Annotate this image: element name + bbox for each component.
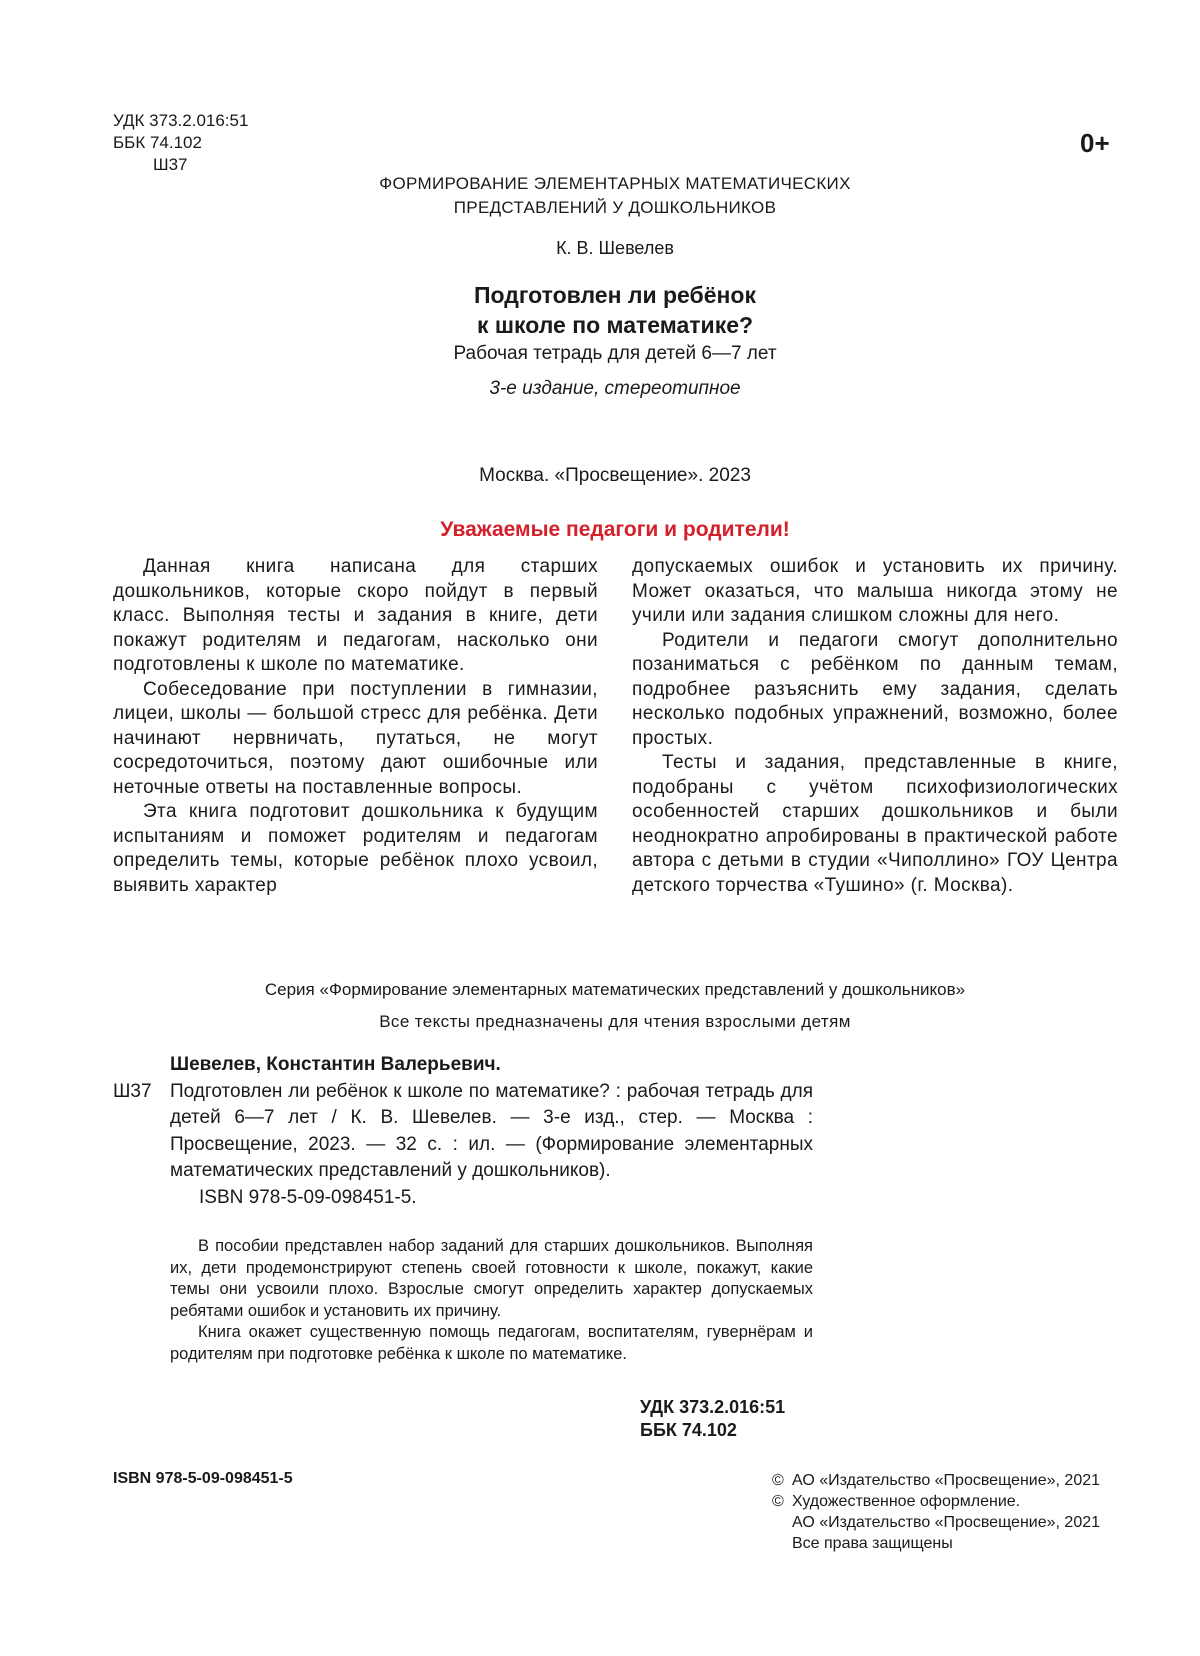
body-paragraph: Тесты и задания, представленные в книге, подобраны с учётом психофизиологических особенностей старших дошкольников и были неоднократно апробированы в практической работе автора с детьми в студии «Чиполлино» ГОУ Центра детского торчества «Тушино» (г. Москва). <box>632 752 1118 896</box>
bbk-code-bottom: ББК 74.102 <box>640 1420 737 1440</box>
record-isbn: ISBN 978-5-09-098451-5. <box>199 1186 417 1208</box>
body-column-right <box>632 555 1118 898</box>
udk-code-bottom: УДК 373.2.016:51 <box>640 1397 786 1417</box>
reading-note: Все тексты предназначены для чтения взрослыми детям <box>379 1012 851 1031</box>
isbn: ISBN 978-5-09-098451-5 <box>113 1470 293 1487</box>
rights-reserved: Все права защищены <box>792 1535 953 1552</box>
body-paragraph: Родители и педагоги смогут дополнительно позаниматься с ребёнком по данным темам, подробнее разъяснить ему задания, сделать несколько подобных упражнений, возможно, более простых. <box>632 629 1118 749</box>
body-paragraph: Данная книга написана для старших дошкольников, которые скоро пойдут в первый класс. Выполняя тесты и задания в книге, дети покажут родителям и педагогам, насколько они подготовлены к школе по математике. <box>113 556 598 675</box>
imprint: Москва. «Просвещение». 2023 <box>479 465 751 486</box>
copyright-icon: © <box>772 1472 784 1489</box>
series-title <box>0 172 1200 220</box>
body-column-left <box>113 555 598 898</box>
copyright-line-1: АО «Издательство «Просвещение», 2021 <box>792 1472 1101 1489</box>
author-name: К. В. Шевелев <box>556 238 674 258</box>
copyright-line-2: Художественное оформление. <box>792 1493 1021 1510</box>
book-title <box>0 280 1200 340</box>
series-title-line-2: ПРЕДСТАВЛЕНИЙ У ДОШКОЛЬНИКОВ <box>453 198 777 217</box>
annotation <box>170 1236 813 1365</box>
bbk-code: ББК 74.102 <box>113 133 202 152</box>
record-code: Ш37 <box>113 1080 152 1102</box>
series-title-line-1: ФОРМИРОВАНИЕ ЭЛЕМЕНТАРНЫХ МАТЕМАТИЧЕСКИХ <box>379 174 851 193</box>
annotation-paragraph: В пособии представлен набор заданий для старших дошкольников. Выполняя их, дети продемонстрируют степень своей готовности к школе, покажут, какие темы они усвоили плохо. Взрослые смогут определить характер допускаемых ребятами ошибок и установить их причину. <box>170 1237 813 1320</box>
series-note: Серия «Формирование элементарных математических представлений у дошкольников» <box>264 980 966 999</box>
copyright-block <box>772 1470 1100 1554</box>
copyright-icon: © <box>772 1493 784 1510</box>
book-title-line-1: Подготовлен ли ребёнок <box>474 282 756 308</box>
udk-code: УДК 373.2.016:51 <box>113 111 249 130</box>
annotation-paragraph: Книга окажет существенную помощь педагогам, воспитателям, гувернёрам и родителям при подготовке ребёнка к школе по математике. <box>170 1323 813 1363</box>
greeting-heading: Уважаемые педагоги и родители! <box>440 518 790 541</box>
copyright-line-3: АО «Издательство «Просвещение», 2021 <box>792 1514 1101 1531</box>
record-entry: Подготовлен ли ребёнок к школе по математике? : рабочая тетрадь для детей 6—7 лет / К. В. Шевелев. — 3-е изд., стер. — Москва : Просвещение, 2023. — 32 с. : ил. — (Формирование элементарных математических представлений у дошкольников). <box>170 1080 813 1181</box>
body-paragraph: допускаемых ошибок и установить их причину. Может оказаться, что малыша никогда этому не учили или задания слишком сложны для него. <box>632 556 1118 626</box>
age-rating: 0+ <box>1080 128 1110 158</box>
record-author: Шевелев, Константин Валерьевич. <box>170 1054 501 1075</box>
bibliographic-record <box>113 1052 813 1211</box>
body-paragraph: Собеседование при поступлении в гимназии, лицеи, школы — большой стресс для ребёнка. Дети начинают нервничать, путаться, не могут сосредоточиться, поэтому дают ошибочные или неточные ответы на поставленные вопросы. <box>113 678 598 798</box>
book-subtitle: Рабочая тетрадь для детей 6—7 лет <box>453 343 777 364</box>
author-code: Ш37 <box>153 155 188 174</box>
body-paragraph: Эта книга подготовит дошкольника к будущим испытаниям и поможет родителям и педагогам определить темы, которые ребёнок плохо усвоил, выявить характер <box>113 801 598 896</box>
edition-info: 3-е издание, стереотипное <box>489 378 741 399</box>
classification-footer <box>640 1396 785 1442</box>
book-title-line-2: к школе по математике? <box>476 312 754 338</box>
classification-header <box>113 110 248 176</box>
